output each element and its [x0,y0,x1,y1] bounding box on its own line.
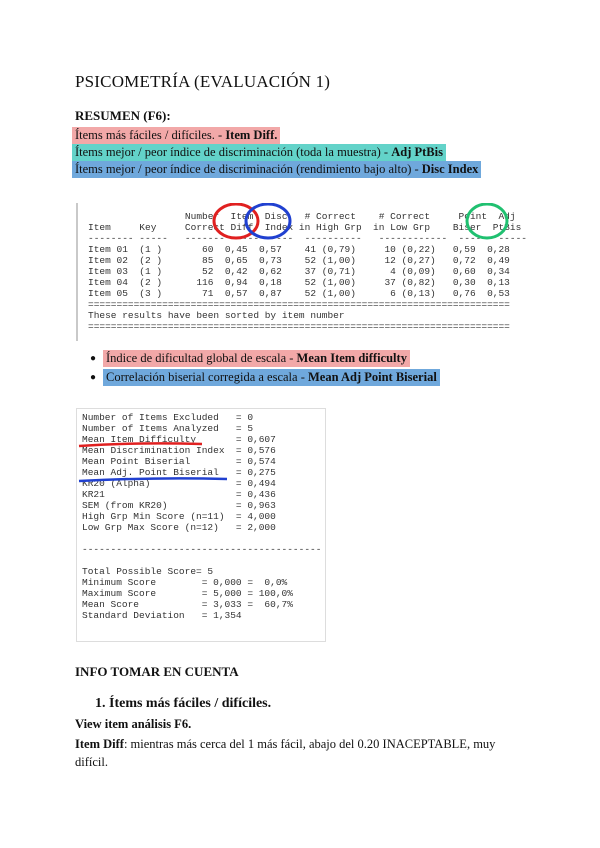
circle-annotations [78,203,524,341]
score-line: Maximum Score = 5,000 = 100,0% [82,588,293,599]
stat-line: KR21 = 0,436 [82,489,276,500]
summary-line-adj-ptbis: Ítems mejor / peor índice de discriminación (toda la muestra) - Adj PtBis [72,144,446,161]
stat-line: Mean Discrimination Index = 0,576 [82,445,276,456]
blue-underline-annotation [79,478,227,481]
score-line: Total Possible Score= 5 [82,566,214,577]
info-heading: INFO TOMAR EN CUENTA [75,664,239,679]
stat-line: High Grp Min Score (n=11) = 4,000 [82,511,276,522]
stat-line: Number of Items Excluded = 0 [82,412,254,423]
document-title: PSICOMETRÍA (EVALUACIÓN 1) [75,72,331,91]
stat-line: KR20 (Alpha) = 0,494 [82,478,276,489]
table-divider: -------- ----- ------- ----- ----- ---------- ------------ ----- ----- [88,233,527,244]
table-note: These results have been sorted by item number [88,310,345,321]
table-row: Item 02 (2 ) 85 0,65 0,73 52 (1,00) 12 (0,27) 0,72 0,49 [88,255,510,266]
stat-line: Number of Items Analyzed = 5 [82,423,254,434]
bullet-icon: ● [90,372,97,383]
summary-heading: RESUMEN (F6): [75,108,171,123]
table-row: Item 05 (3 ) 71 0,57 0,87 52 (1,00) 6 (0,13) 0,76 0,53 [88,288,510,299]
table-rule: ========================================================================== [88,299,510,310]
red-underline-annotation [79,443,202,446]
stat-line: Mean Point Biserial = 0,574 [82,456,276,467]
body-paragraph: Item Diff: mientras más cerca del 1 más fácil, abajo del 0.20 INACEPTABLE, muy difícil. [75,737,496,769]
underline-annotations [77,409,325,641]
numbered-heading: 1. Ítems más fáciles / difíciles. [95,696,272,711]
bullet-icon: ● [90,353,97,364]
table-header-1: Number Item Disc. # Correct # Correct Point Adj [88,211,516,222]
summary-line-disc-index: Ítems mejor / peor índice de discriminación (rendimiento bajo alto) - Disc Index [72,161,481,178]
green-circle-annotation [467,204,507,238]
stat-line: SEM (from KR20) = 0,963 [82,500,276,511]
score-line: Mean Score = 3,033 = 60,7% [82,599,293,610]
stat-line: Low Grp Max Score (n=12) = 2,000 [82,522,276,533]
stat-line: Mean Item Difficulty = 0,607 [82,434,276,445]
summary-stats-screenshot [76,408,326,642]
stat-line: Mean Adj. Point Biserial = 0,275 [82,467,276,478]
item-analysis-screenshot [76,203,527,341]
table-row: Item 04 (2 ) 116 0,94 0,18 52 (1,00) 37 (0,82) 0,30 0,13 [88,277,510,288]
score-line: Minimum Score = 0,000 = 0,0% [82,577,288,588]
table-row: Item 03 (1 ) 52 0,42 0,62 37 (0,71) 4 (0,09) 0,60 0,34 [88,266,510,277]
table-rule-bottom: ========================================================================== [88,321,510,332]
summary-line-easy-hard: Ítems más fáciles / difíciles. - Item Diff. [72,127,280,144]
stats-dashes: ------------------------------------------ [82,544,322,555]
view-line: View item análisis F6. [75,717,192,731]
table-header-2: Item Key Correct Diff Index in High Grp in Low Grp Biser PtBis [88,222,522,233]
score-line: Standard Deviation = 1,354 [82,610,242,621]
blue-circle-annotation [246,204,290,238]
table-row: Item 01 (1 ) 60 0,45 0,57 41 (0,79) 10 (0,22) 0,59 0,28 [88,244,510,255]
